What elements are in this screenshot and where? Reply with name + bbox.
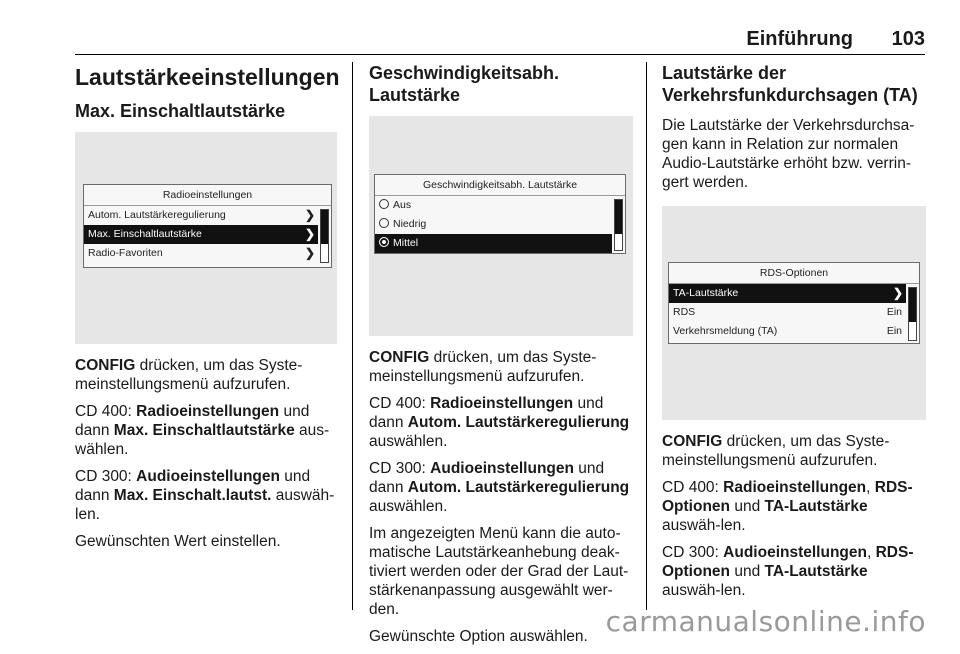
column-divider	[352, 62, 353, 610]
page-header	[75, 28, 925, 55]
section-title: Lautstärkeeinstellungen	[75, 64, 340, 90]
column-1	[75, 62, 340, 559]
paragraph: CD 400: Radioeinstellungen und dann Max. Einschaltlautstärke aus-wählen.	[75, 403, 330, 458]
paragraph: CD 400: Radioeinstellungen, RDS-Optionen und TA-Lautstärke auswäh-len.	[662, 479, 913, 534]
lcd-title: RDS-Optionen	[669, 263, 919, 284]
menu-row: Radio-Favoriten ❯	[84, 244, 318, 263]
screen-image-radio-settings	[75, 132, 337, 344]
subsection-title: Lautstärke der Verkehrsfunkdurchsagen (TA)	[662, 63, 918, 105]
lcd-title: Radioeinstellungen	[84, 185, 331, 206]
paragraph: CD 300: Audioeinstellungen und dann Autom. Lautstärkeregulierung auswählen.	[369, 460, 630, 515]
radio-on-icon	[379, 237, 389, 247]
paragraph: CONFIG drücken, um das Syste-meinstellungsmenü aufzurufen.	[369, 349, 597, 385]
menu-row-selected: TA-Lautstärke ❯	[669, 284, 906, 303]
column-2	[369, 62, 633, 654]
lcd-title: Geschwindigkeitsabh. Lautstärke	[375, 175, 625, 196]
scrollbar	[614, 199, 623, 251]
screen-image-speed-volume	[369, 116, 633, 336]
scrollbar	[908, 287, 917, 341]
paragraph: CONFIG drücken, um das Syste-meinstellungsmenü aufzurufen.	[662, 433, 890, 469]
scrollbar	[320, 209, 329, 263]
lcd-display	[83, 184, 332, 268]
page-number: 103	[891, 28, 925, 50]
subsection-title: Max. Einschaltlautstärke	[75, 101, 286, 121]
watermark-text: carmanualsonline.info	[605, 605, 926, 638]
column-divider	[646, 62, 647, 610]
paragraph: Gewünschten Wert einstellen.	[75, 533, 281, 550]
paragraph: CONFIG drücken, um das Syste-meinstellungsmenü aufzurufen.	[75, 357, 303, 393]
chevron-right-icon: ❯	[304, 208, 315, 222]
menu-row-selected: Max. Einschaltlautstärke ❯	[84, 225, 318, 244]
lcd-display	[668, 262, 920, 344]
chevron-right-icon: ❯	[892, 286, 903, 300]
lcd-display	[374, 174, 626, 254]
chevron-right-icon: ❯	[304, 246, 315, 260]
option-row: Aus	[375, 196, 612, 215]
menu-row: Autom. Lautstärkeregulierung ❯	[84, 206, 318, 225]
paragraph: CD 300: Audioeinstellungen, RDS-Optionen und TA-Lautstärke auswäh-len.	[662, 544, 914, 599]
column-3	[662, 62, 926, 608]
chapter-title: Einführung	[746, 28, 853, 50]
radio-off-icon	[379, 218, 389, 228]
paragraph: CD 300: Audioeinstellungen und dann Max. Einschalt.lautst. auswäh-len.	[75, 468, 335, 523]
chevron-right-icon: ❯	[304, 227, 315, 241]
option-row-selected: Mittel	[375, 234, 612, 253]
option-row: Niedrig	[375, 215, 612, 234]
radio-off-icon	[379, 199, 389, 209]
paragraph: CD 400: Radioeinstellungen und dann Autom. Lautstärkeregulierung auswählen.	[369, 395, 630, 450]
menu-row: RDS Ein	[673, 306, 902, 318]
screen-image-rds-options	[662, 206, 926, 420]
intro-paragraph: Die Lautstärke der Verkehrsdurchsa-gen kann in Relation zur normalen Audio-Lautstärke erhöht bzw. verrin-gert werden.	[662, 117, 915, 191]
paragraph: Gewünschte Option auswählen.	[369, 628, 588, 645]
subsection-title: Geschwindigkeitsabh. Lautstärke	[369, 63, 560, 105]
menu-row: Verkehrsmeldung (TA) Ein	[673, 325, 902, 337]
paragraph: Im angezeigten Menü kann die auto-matische Lautstärkeanhebung deak-tiviert werden oder der Grad der Laut-stärkenanpassung ausgewählt wer-den.	[369, 525, 629, 618]
